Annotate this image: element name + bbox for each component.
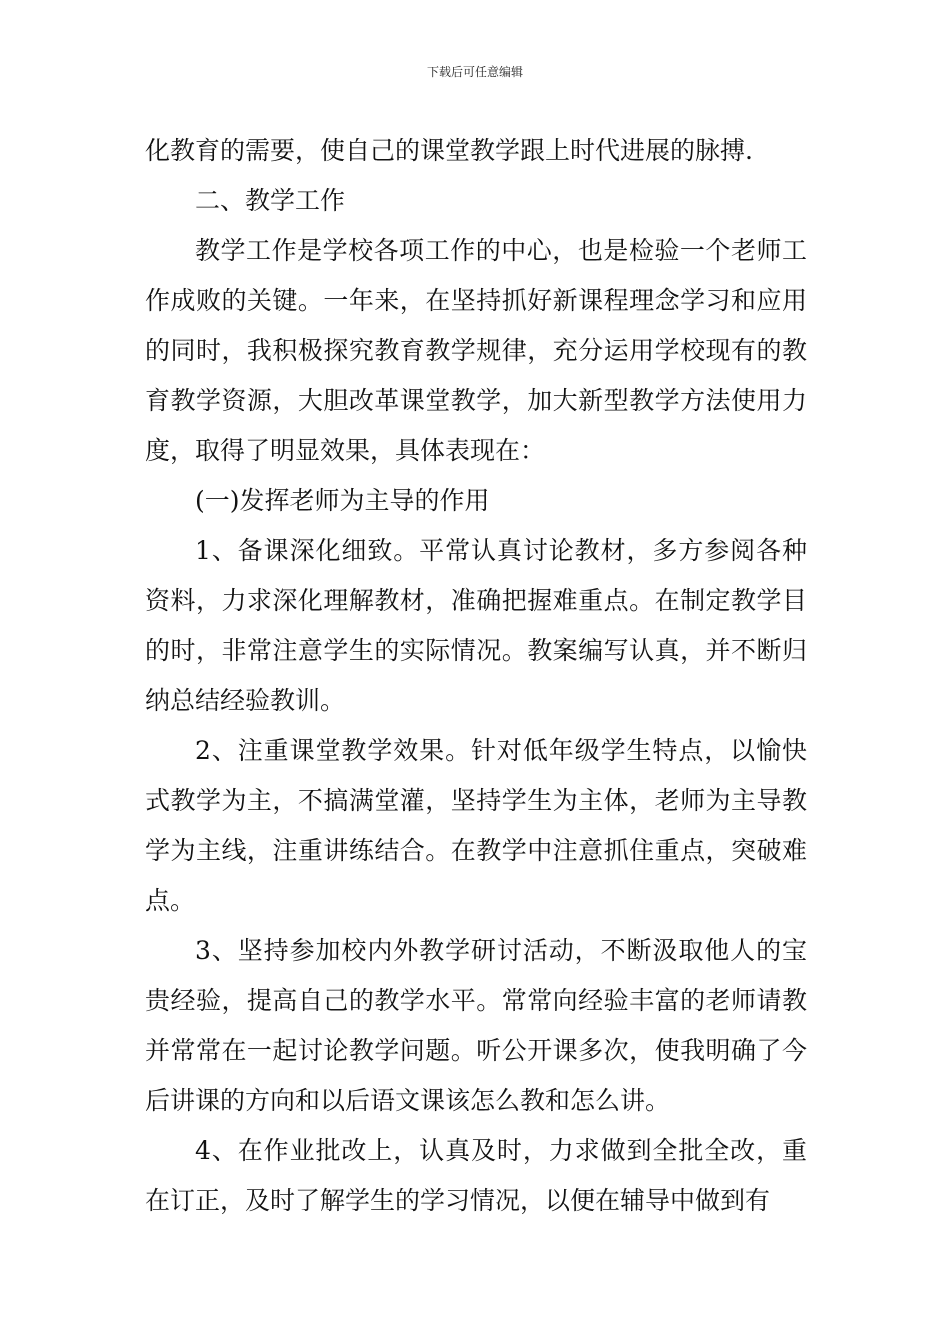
- paragraph-continuation: 化教育的需要，使自己的课堂教学跟上时代进展的脉搏.: [145, 136, 753, 165]
- list-item: 3、坚持参加校内外教学研讨活动，不断汲取他人的宝贵经验，提高自己的教学水平。常常向经验丰富的老师请教并常常在一起讨论教学问题。听公开课多次，使我明确了今后讲课的方向和以后语文课该怎么教和怎么讲。: [145, 936, 807, 1115]
- document-body: [145, 126, 807, 1226]
- paragraph: 教学工作是学校各项工作的中心，也是检验一个老师工作成败的关键。一年来，在坚持抓好新课程理念学习和应用的同时，我积极探究教育教学规律，充分运用学校现有的教育教学资源，大胆改革课堂教学，加大新型教学方法使用力度，取得了明显效果，具体表现在：: [145, 236, 807, 465]
- subsection-heading: (一)发挥老师为主导的作用: [195, 486, 490, 515]
- list-item: 1、备课深化细致。平常认真讨论教材，多方参阅各种资料，力求深化理解教材，准确把握难重点。在制定教学目的时，非常注意学生的实际情况。教案编写认真，并不断归纳总结经验教训。: [145, 536, 807, 715]
- page-header: 下载后可任意编辑: [426, 65, 523, 79]
- list-item: 4、在作业批改上，认真及时，力求做到全批全改，重在订正，及时了解学生的学习情况，以便在辅导中做到有: [145, 1136, 807, 1215]
- section-heading: 二、教学工作: [195, 186, 346, 215]
- list-item: 2、注重课堂教学效果。针对低年级学生特点，以愉快式教学为主，不搞满堂灌，坚持学生为主体，老师为主导教学为主线，注重讲练结合。在教学中注意抓住重点，突破难点。: [145, 736, 807, 915]
